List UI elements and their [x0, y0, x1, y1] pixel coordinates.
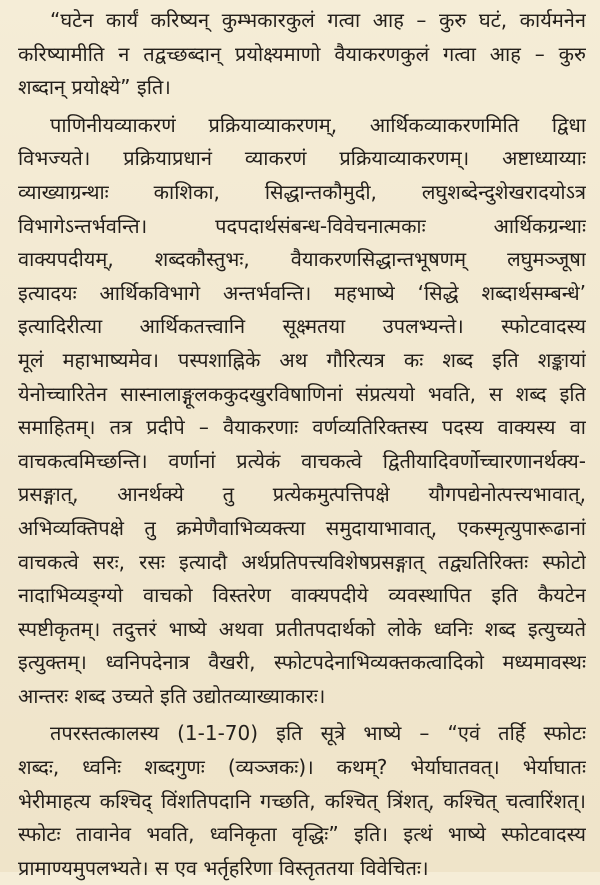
text-line: अभिव्यक्तिपक्षे तु क्रमेणैवाभिव्यक्त्या समुदायाभावात्, एकस्मृत्युपारूढानां	[18, 515, 586, 540]
text-line: वाक्यपदीयम्, शब्दकौस्तुभः, वैयाकरणसिद्धान्तभूषणम् लघुमञ्जूषा	[18, 247, 586, 272]
text-line: शब्दान् प्रयोक्ष्ये” इति।	[18, 75, 171, 100]
text-line: व्याख्याग्रन्थाः काशिका, सिद्धान्तकौमुदी, लघुशब्देन्दुशेखरादयोऽत्र	[18, 179, 586, 204]
text-line: समाहितम्। तत्र प्रदीपे – वैयाकरणाः वर्णव्यतिरिक्तस्य पदस्य वाक्यस्य वा	[18, 415, 586, 440]
text-line: प्रसङ्गात्, आनर्थक्ये तु प्रत्येकमुत्पत्तिपक्षे यौगपद्येनोत्पत्त्यभावात्,	[18, 482, 586, 507]
text-line: तपरस्तत्कालस्य (1-1-70) इति सूत्रे भाष्ये – “एवं तर्हि स्फोटः	[50, 721, 586, 746]
text-line: नादाभिव्यङ्ग्यो वाचको विस्तरेण वाक्यपदीये व्यवस्थापित इति कैयटेन	[18, 583, 586, 608]
text-line: इत्युक्तम्। ध्वनिपदेनात्र वैखरी, स्फोटपदेनाभिव्यक्तकत्वादिको मध्यमावस्थः	[18, 650, 586, 675]
text-line: करिष्यामीति न तद्वच्छब्दान् प्रयोक्ष्यमाणो वैयाकरणकुलं गत्वा आह – कुरु	[18, 41, 586, 66]
text-line: मूलं महाभाष्यमेव। पस्पशाह्निके अथ गौरित्यत्र कः शब्द इति शङ्कायां	[18, 347, 586, 372]
text-line: भेरीमाहत्य कश्चिद् विंशतिपदानि गच्छति, कश्चित् त्रिंशत्, कश्चित् चत्वारिंशत्।	[18, 788, 586, 813]
text-line: पाणिनीयव्याकरणं प्रक्रियाव्याकरणम्, आर्थिकव्याकरणमिति द्विधा	[50, 112, 586, 137]
text-line: वाचकत्वे सरः, रसः इत्यादौ अर्थप्रतिपत्त्यविशेषप्रसङ्गात् तद्व्यतिरिक्तः स्फोटो	[18, 549, 586, 574]
text-line: वाचकत्वमिच्छन्ति। वर्णानां प्रत्येकं वाचकत्वे द्वितीयादिवर्णोच्चारणानर्थक्य-	[18, 448, 586, 473]
paragraph-quote	[18, 4, 586, 105]
text-line: “घटेन कार्यं करिष्यन् कुम्भकारकुलं गत्वा आह – कुरु घटं, कार्यमनेन	[50, 8, 586, 32]
text-line: येनोच्चारितेन सास्नालाङ्गूलककुदखुरविषाणिनां संप्रत्ययो भवति, स शब्द इति	[18, 381, 586, 406]
paragraph-bhashya-quote	[18, 717, 586, 885]
text-line: शब्दः, ध्वनिः शब्दगुणः (व्यञ्जकः)। कथम्? भेर्याघातवत्। भेर्याघातः	[18, 755, 586, 780]
text-line: स्पष्टीकृतम्। तदुत्तरं भाष्ये अथवा प्रतीतपदार्थको लोके ध्वनिः शब्द इत्युच्यते	[18, 616, 586, 641]
text-line: स्फोटः तावानेव भवति, ध्वनिकृता वृद्धिः” इति। इत्थं भाष्ये स्फोटवादस्य	[18, 822, 586, 847]
text-line: इत्यादयः आर्थिकविभागे अन्तर्भवन्ति। महभाष्ये ‘सिद्धे शब्दार्थसम्बन्धे’	[18, 280, 586, 305]
text-line: विभागेऽन्तर्भवन्ति। पदपदार्थसंबन्ध-विवेचनात्मकाः आर्थिकग्रन्थाः	[18, 213, 586, 238]
text-line: इत्यादिरीत्या आर्थिकतत्त्वानि सूक्ष्मतया उपलभ्यन्ते। स्फोटवादस्य	[18, 314, 586, 339]
paragraph-grammar-divisions	[18, 109, 586, 714]
text-line: विभज्यते। प्रक्रियाप्रधानं व्याकरणं प्रक्रियाव्याकरणम्। अष्टाध्याय्याः	[18, 146, 586, 171]
text-line: आन्तरः शब्द उच्यते इति उद्योतव्याख्याकारः।	[18, 683, 326, 708]
text-line: प्रामाण्यमुपलभ्यते। स एव भर्तृहरिणा विस्तृततया विवेचितः।	[18, 855, 429, 880]
